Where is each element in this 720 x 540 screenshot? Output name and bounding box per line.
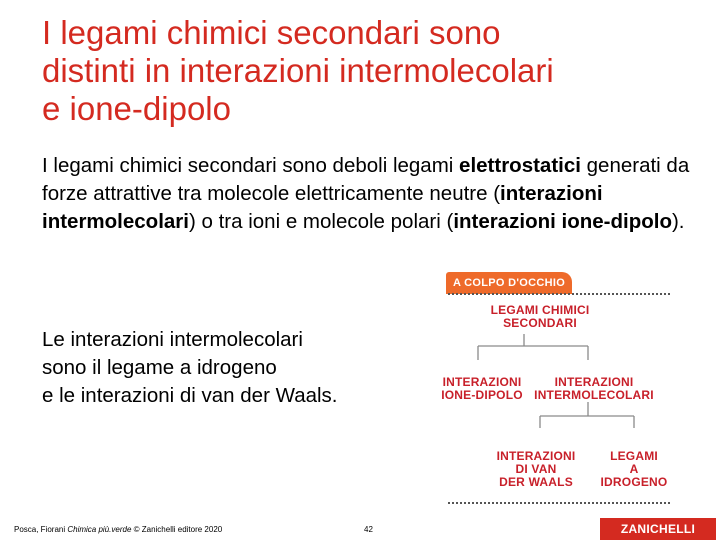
bold-term: interazioni ione-dipolo [453,210,672,233]
bottom-dotted-divider [448,502,670,504]
text-run: generati da forze attrattive tra molecole elettricamente neutre ( [42,154,690,205]
text-line: Le interazioni intermolecolari [42,328,303,351]
page-number: 42 [364,525,373,534]
zanichelli-logo: ZANICHELLI [600,518,716,540]
title-line: distinti in interazioni intermolecolari [42,52,554,89]
node-van-der-waals: INTERAZIONI DI VAN DER WAALS [496,449,576,489]
text-line: sono il legame a idrogeno [42,356,277,379]
connector-intermolecular [540,402,634,428]
text-run: I legami chimici secondari sono deboli legami [42,154,460,177]
colpo-occhio-badge: A COLPO D'OCCHIO [446,272,572,294]
slide-title [42,14,702,128]
main-paragraph [42,152,702,236]
secondary-paragraph [42,326,402,410]
node-legame-idrogeno: LEGAMI A IDROGENO [600,449,668,489]
concept-diagram [430,268,680,514]
bold-term: elettrostatici [459,154,581,177]
title-line: e ione-dipolo [42,90,231,127]
node-intermolecolari: INTERAZIONI INTERMOLECOLARI [534,375,654,402]
node-root: LEGAMI CHIMICI SECONDARI [490,303,590,330]
footer-credit: Posca, Fiorani Chimica più.verde © Zanichelli editore 2020 [14,525,223,534]
node-ione-dipolo: INTERAZIONI IONE-DIPOLO [441,375,523,402]
text-line: e le interazioni di van der Waals. [42,384,338,407]
text-run: ). [671,210,685,233]
title-line: I legami chimici secondari sono [42,14,501,51]
connector-root [478,334,588,360]
text-run: ) o tra ioni e molecole polari ( [188,210,454,233]
bold-term: interazioni intermolecolari [42,182,603,233]
